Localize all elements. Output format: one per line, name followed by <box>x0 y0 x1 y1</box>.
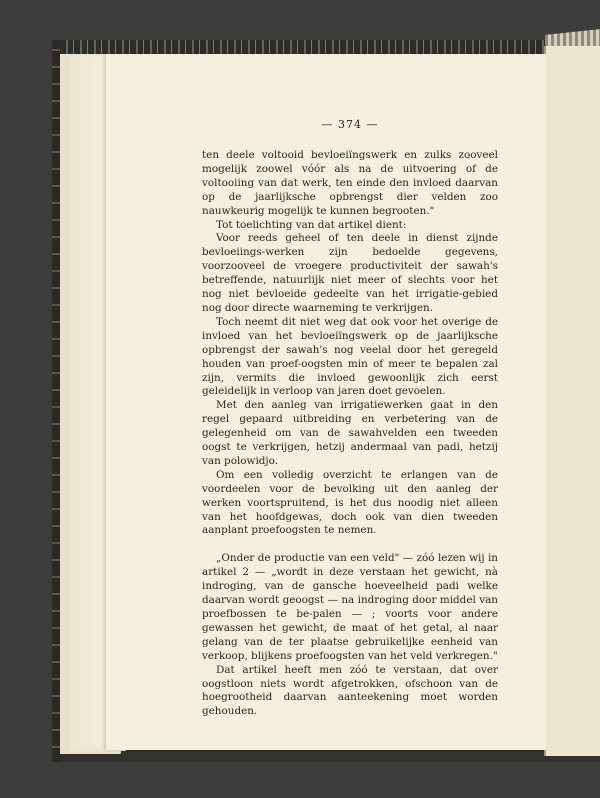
book-cover-edge <box>60 40 600 54</box>
paragraph: Dat artikel heeft men zóó te verstaan, dat over oogstloon niets wordt afgetrokken, ofschoon van de hoegrootheid daarvan aanteekening moet worden gehouden. <box>202 663 498 718</box>
paragraph: Tot toelichting van dat artikel dient: <box>216 218 407 231</box>
page-number: — 374 — <box>321 118 379 131</box>
paragraph: Met den aanleg van irrigatiewerken gaat in den regel gepaard uitbreiding en verbetering van de gelegenheid om van de sawahvelden een tweeden oogst te verkrijgen, hetzij andermaal van padi, hetzij van polowidjo. <box>202 399 498 467</box>
paragraph: Om een volledig overzicht te erlangen van de voordeelen voor de bevolking uit den aanleg der werken voortspruitend, is het dus noodig niet alleen van het hoofdgewas, doch ook van dien tweeden aanplant proefoogsten te nemen. <box>202 468 498 537</box>
paragraph-gap <box>202 538 498 552</box>
paragraph: „Onder de productie van een veld" — zóó lezen wij in artikel 2 — „wordt in deze verstaan het gewicht, nà indroging, van de gansche hoeveelheid padi welke daarvan wordt geoogst — na indroging door middel van proefbossen te be-palen — ; voorts voor andere gewassen het gewicht, de maat of het getal, al naar gelang van de ter plaatse gebruikelijke eenheid van verkoop, blijkens proefoogsten van het veld verkregen." <box>202 552 498 662</box>
paragraph: Voor reeds geheel of ten deele in dienst zijnde bevloeiings-werken zijn bedoelde gegevens, voorzooveel de vroegere productiviteit der sawah's betreffende, natuurlijk niet meer of slechts voor het nog niet bevloeide gedeelte van het irrigatie-gebied nog door directe waarneming te verkrijgen. <box>202 232 498 314</box>
facing-page <box>544 46 600 756</box>
paragraph: Toch neemt dit niet weg dat ook voor het overige de invloed van het bevloeiïngswerk op de jaarlijksche opbrengst der sawah's nog veelal door het geregeld houden van proef-oogsten min of meer te bepalen zal zijn, vermits die invloed gewoonlijk zich eerst geleidelijk in verloop van jaren doet gevoelen. <box>202 315 498 398</box>
paragraph: ten deele voltooid bevloeiïngswerk en zulks zooveel mogelijk zoowel vóór als na de uitvoering of de voltooiing van dat werk, ten einde den invloed daarvan op de jaarlijksche opbrengst dier velden zoo nauwkeurig mogelijk te kunnen begrooten." <box>202 149 498 217</box>
page-text <box>202 118 498 719</box>
